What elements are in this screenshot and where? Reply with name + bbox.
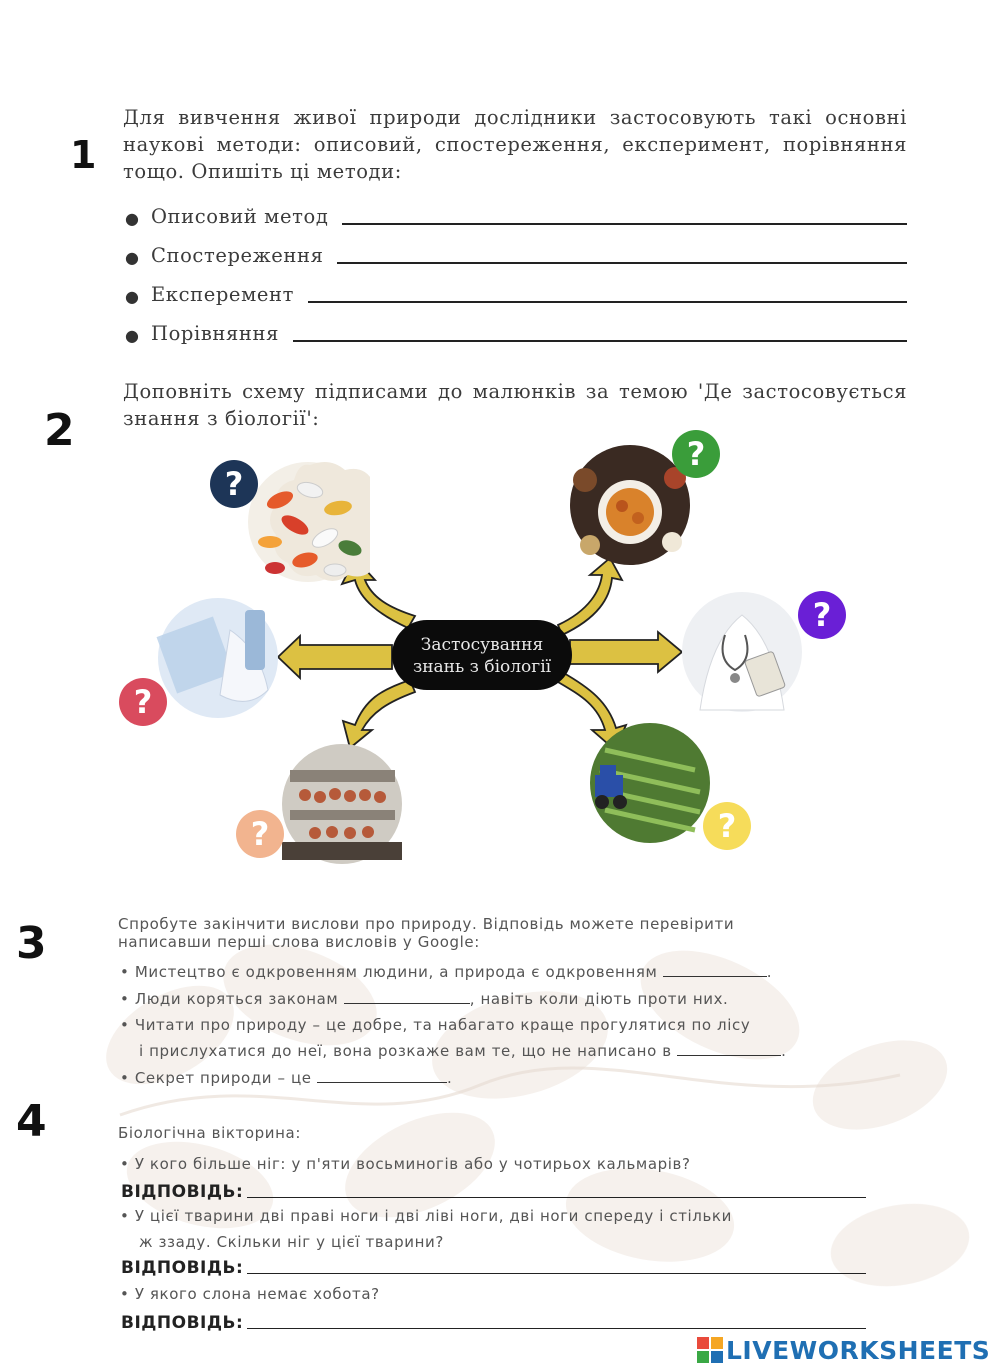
liveworksheets-logo-icon bbox=[697, 1337, 723, 1363]
quote-1-end: . bbox=[766, 963, 773, 981]
section-number-3: 3 bbox=[16, 918, 47, 969]
question-mark-icon-poultry[interactable]: ? bbox=[236, 810, 284, 858]
question-mark-icon-food[interactable]: ? bbox=[672, 430, 720, 478]
bullet-icon: ● bbox=[125, 248, 139, 267]
answer-label: ВІДПОВІДЬ: bbox=[121, 1313, 244, 1333]
bullet-icon: ● bbox=[125, 209, 139, 228]
bullet-icon: • bbox=[120, 1207, 135, 1225]
method-row-observation bbox=[125, 237, 907, 267]
quiz-question-2-line-1 bbox=[120, 1207, 732, 1225]
method-row-experiment bbox=[125, 276, 907, 306]
doctor-icon bbox=[682, 592, 802, 712]
quiz-question-3-text: У якого слона немає хобота? bbox=[134, 1285, 380, 1303]
quote-3-line-1 bbox=[120, 1016, 750, 1034]
tractor-field-icon bbox=[590, 723, 710, 843]
biology-application-diagram bbox=[110, 430, 880, 890]
quote-4 bbox=[120, 1069, 452, 1087]
question-mark-icon-doctor[interactable]: ? bbox=[798, 591, 846, 639]
quote-1-text: Мистецтво є одкровенням людини, а природа є одкровенням bbox=[134, 963, 658, 981]
quiz-question-3 bbox=[120, 1285, 380, 1303]
bullet-icon: • bbox=[120, 1285, 135, 1303]
quiz-title: Біологічна вікторина: bbox=[118, 1124, 301, 1142]
quiz-answer-3-row bbox=[121, 1309, 866, 1333]
center-label-line-2: знань з біології bbox=[412, 657, 552, 677]
quiz-question-2-text-1: У цієї тварини дві праві ноги і дві ліві ноги, дві ноги спереду і стільки bbox=[134, 1207, 732, 1225]
bullet-icon: • bbox=[120, 1155, 135, 1173]
method-row-comparison bbox=[125, 315, 907, 345]
arrow-left bbox=[278, 636, 392, 678]
quote-1 bbox=[120, 963, 772, 981]
quiz-answer-1-row bbox=[121, 1178, 866, 1202]
method-label: Описовий метод bbox=[150, 205, 329, 228]
center-label-line-1: Застосування bbox=[420, 635, 544, 655]
poultry-farm-icon bbox=[282, 744, 402, 864]
quiz-answer-1-line[interactable] bbox=[247, 1197, 866, 1198]
quiz-answer-2-row bbox=[121, 1254, 866, 1278]
answer-line[interactable] bbox=[308, 301, 907, 303]
question-mark-icon-tractor[interactable]: ? bbox=[703, 802, 751, 850]
liveworksheets-logo[interactable] bbox=[697, 1334, 990, 1366]
bullet-icon: • bbox=[120, 963, 135, 981]
quiz-question-1-text: У кого більше ніг: у п'яти восьминогів або у чотирьох кальмарів? bbox=[134, 1155, 691, 1173]
answer-label: ВІДПОВІДЬ: bbox=[121, 1258, 244, 1278]
section-number-4: 4 bbox=[16, 1096, 47, 1147]
quote-2-end: , навіть коли діють проти них. bbox=[469, 990, 729, 1008]
answer-line[interactable] bbox=[342, 223, 907, 225]
answer-line[interactable] bbox=[293, 340, 907, 342]
lab-icon bbox=[157, 598, 278, 718]
section-number-2: 2 bbox=[44, 405, 75, 456]
method-label: Експеремент bbox=[150, 283, 294, 306]
quiz-question-1 bbox=[120, 1155, 691, 1173]
arrow-down-left bbox=[343, 680, 415, 748]
quiz-question-2-line-2: ж ззаду. Скільки ніг у цієї тварини? bbox=[139, 1233, 444, 1251]
method-label: Спостереження bbox=[150, 244, 324, 267]
bullet-icon: • bbox=[120, 1016, 135, 1034]
method-row-descriptive bbox=[125, 198, 907, 228]
pills-icon bbox=[248, 460, 370, 585]
bullet-icon: • bbox=[120, 990, 135, 1008]
quote-3-line-2 bbox=[139, 1042, 786, 1060]
quote-2 bbox=[120, 990, 728, 1008]
answer-line[interactable] bbox=[337, 262, 907, 264]
quote-4-blank[interactable] bbox=[317, 1071, 447, 1083]
question-mark-icon-lab[interactable]: ? bbox=[119, 678, 167, 726]
quote-3-text-1: Читати про природу – це добре, та набагато краще прогулятися по лісу bbox=[134, 1016, 751, 1034]
arrow-up-right bbox=[558, 558, 622, 635]
section-number-1: 1 bbox=[70, 133, 97, 177]
quiz-answer-3-line[interactable] bbox=[247, 1328, 866, 1329]
quote-4-text: Секрет природи – це bbox=[134, 1069, 312, 1087]
quote-3-blank[interactable] bbox=[677, 1044, 781, 1056]
task-3-intro-line-2: написавши перші слова висловів у Google: bbox=[118, 933, 480, 951]
task-2-intro: Доповніть схему підписами до малюнків за темою 'Де застосовується знання з біології': bbox=[123, 380, 907, 430]
food-icon bbox=[570, 445, 690, 565]
quote-1-blank[interactable] bbox=[663, 965, 767, 977]
arrow-right bbox=[570, 632, 682, 672]
quiz-answer-2-line[interactable] bbox=[247, 1273, 866, 1274]
task-3-intro-line-1: Спробуте закінчити вислови про природу. Відповідь можете перевірити bbox=[118, 915, 735, 933]
question-mark-icon-pills[interactable]: ? bbox=[210, 460, 258, 508]
method-label: Порівняння bbox=[150, 322, 280, 345]
quote-4-end: . bbox=[447, 1069, 453, 1087]
answer-label: ВІДПОВІДЬ: bbox=[121, 1182, 244, 1202]
bullet-icon: ● bbox=[125, 326, 139, 345]
task-1-intro: Для вивчення живої природи дослідники застосовують такі основні наукові методи: описовий, спостереження, експеримент, порівняння тощо. Опишіть ці методи: bbox=[123, 106, 907, 183]
quote-3-end: . bbox=[781, 1042, 787, 1060]
bullet-icon: • bbox=[120, 1069, 135, 1087]
quote-2-blank[interactable] bbox=[344, 992, 470, 1004]
bullet-icon: ● bbox=[125, 287, 139, 306]
liveworksheets-logo-text: LIVEWORKSHEETS bbox=[726, 1335, 991, 1365]
quote-2-start: Люди коряться законам bbox=[134, 990, 339, 1008]
quote-3-text-2: і прислухатися до неї, вона розкаже вам те, що не написано в bbox=[139, 1042, 672, 1060]
diagram-center-label bbox=[392, 620, 572, 690]
